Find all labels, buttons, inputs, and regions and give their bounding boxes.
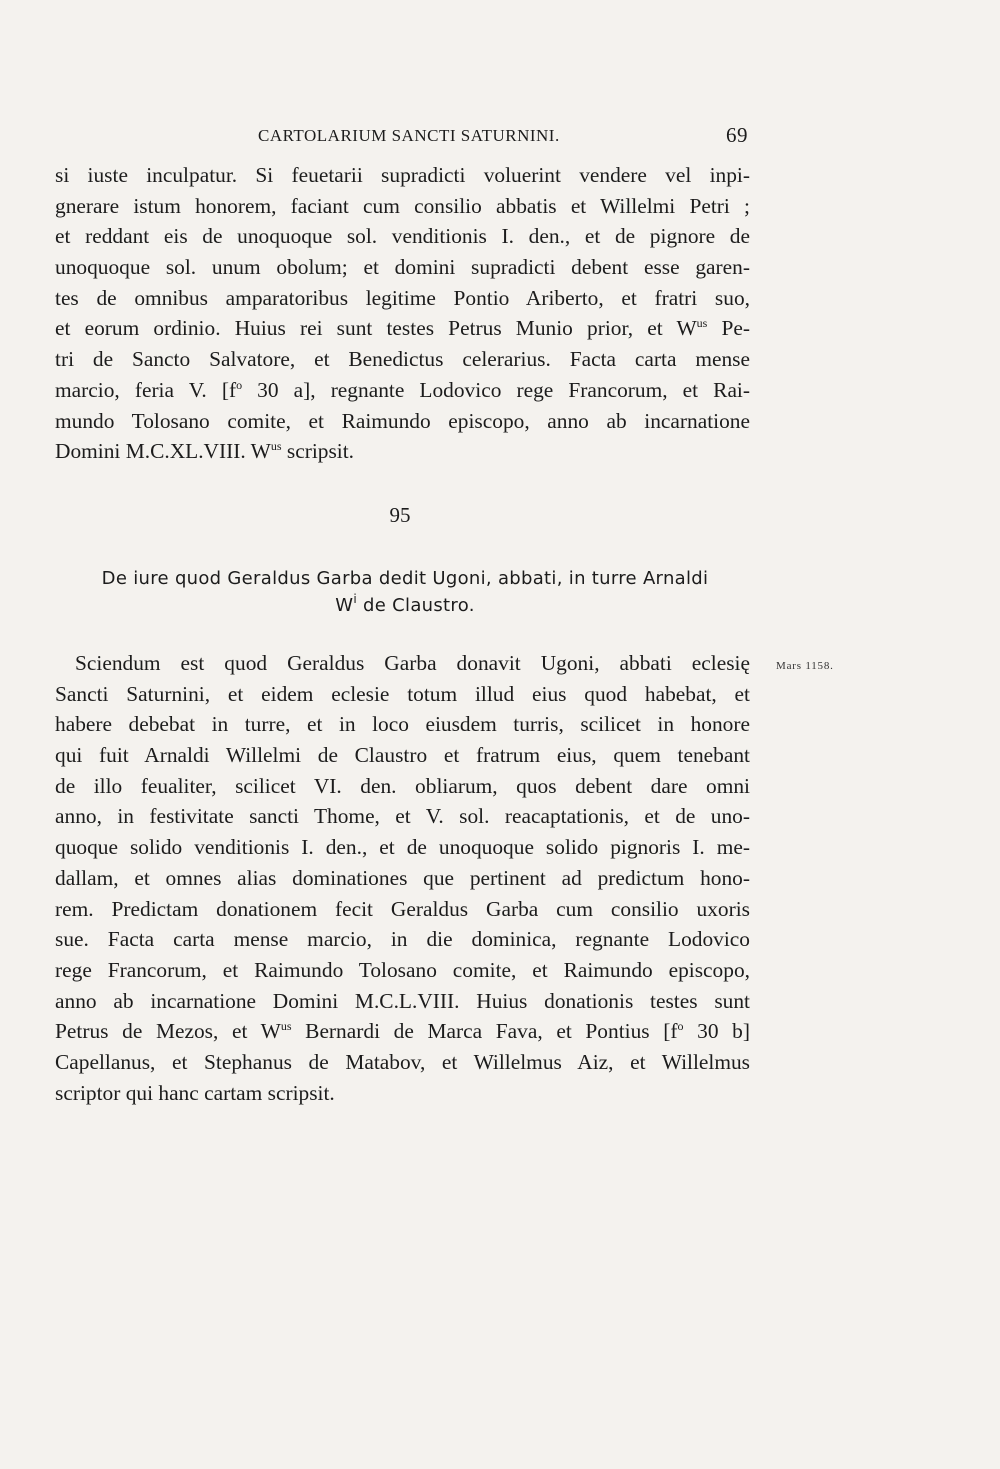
- text-line: Capellanus, et Stephanus de Matabov, et Willelmus Aiz, et Willelmus: [55, 1049, 750, 1074]
- heading-segment: W: [335, 595, 354, 616]
- text-line: sue. Facta carta mense marcio, in die dominica, regnante Lodovico: [55, 927, 750, 952]
- running-head-title: CARTOLARIUM SANCTI SATURNINI.: [258, 126, 560, 145]
- text-line: anno ab incarnatione Domini M.C.L.VIII. Huius donationis testes sunt: [55, 988, 750, 1013]
- text-line: et reddant eis de unoquoque sol. venditionis I. den., et de pignore de: [55, 224, 750, 249]
- text-line: de illo feualiter, scilicet VI. den. obliarum, quos debent dare omni: [55, 773, 750, 798]
- superscript: i: [353, 592, 358, 606]
- margin-date-note: Mars 1158.: [776, 660, 834, 672]
- text-segment: et eorum ordinio. Huius rei sunt testes Petrus Munio prior, et W: [55, 316, 697, 341]
- text-line: si iuste inculpatur. Si feuetarii supradicti voluerint vendere vel inpi-: [55, 163, 750, 187]
- text-segment: Petrus de Mezos, et W: [55, 1019, 281, 1044]
- text-line: tes de omnibus amparatoribus legitime Pontio Ariberto, et fratri suo,: [55, 285, 750, 310]
- text-line: scriptor qui hanc cartam scripsit.: [55, 1080, 335, 1105]
- text-line: tri de Sancto Salvatore, et Benedictus celerarius. Facta carta mense: [55, 347, 750, 372]
- text-segment: Pe-: [707, 316, 750, 341]
- text-line: rem. Predictam donationem fecit Geraldus Garba cum consilio uxoris: [55, 896, 750, 921]
- text-line: dallam, et omnes alias dominationes que pertinent ad predictum hono-: [55, 865, 750, 890]
- text-segment: marcio, feria V. [f: [55, 377, 237, 402]
- superscript: us: [696, 316, 708, 331]
- continued-charter-text: [55, 160, 750, 467]
- charter-text: [55, 648, 750, 1108]
- text-line: habere debebat in turre, et in loco eiusdem turris, scilicet in honore: [55, 712, 750, 737]
- text-segment: Domini M.C.XL.VIII. W: [55, 439, 271, 464]
- text-line: [55, 436, 750, 467]
- heading-line: [60, 592, 750, 619]
- superscript: o: [677, 1019, 684, 1034]
- text-line: gnerare istum honorem, faciant cum consilio abbatis et Willelmi Petri ;: [55, 193, 750, 218]
- heading-line: De iure quod Geraldus Garba dedit Ugoni, abbati, in turre Arnaldi: [101, 568, 709, 589]
- text-line: rege Francorum, et Raimundo Tolosano comite, et Raimundo episcopo,: [55, 957, 750, 982]
- running-head: [258, 123, 748, 150]
- text-line: quoque solido venditionis I. den., et de unoquoque solido pignoris I. me-: [55, 835, 750, 860]
- text-line: [55, 375, 750, 406]
- page-number: 69: [726, 123, 748, 147]
- heading-segment: de Claustro.: [357, 595, 475, 616]
- text-line: [55, 1016, 750, 1047]
- text-line: qui fuit Arnaldi Willelmi de Claustro et fratrum eius, quem tenebant: [55, 743, 750, 768]
- text-line: Sancti Saturnini, et eidem eclesie totum illud eius quod habebat, et: [55, 681, 750, 706]
- document-heading: [60, 565, 750, 619]
- text-segment: 30 b]: [683, 1019, 750, 1044]
- text-segment: scripsit.: [281, 439, 355, 464]
- text-line: [55, 313, 750, 344]
- text-segment: Bernardi de Marca Fava, et Pontius [f: [291, 1019, 678, 1044]
- text-line: Sciendum est quod Geraldus Garba donavit Ugoni, abbati eclesię: [75, 651, 750, 675]
- superscript: o: [236, 377, 243, 392]
- text-segment: 30 a], regnante Lodovico rege Francorum, et Rai-: [242, 377, 750, 402]
- text-line: anno, in festivitate sancti Thome, et V. sol. reacaptationis, et de uno-: [55, 804, 750, 829]
- text-line: unoquoque sol. unum obolum; et domini supradicti debent esse garen-: [55, 255, 750, 280]
- text-line: mundo Tolosano comite, et Raimundo episcopo, anno ab incarnatione: [55, 408, 750, 433]
- superscript: us: [280, 1019, 292, 1034]
- document-number: 95: [389, 503, 411, 527]
- superscript: us: [270, 439, 282, 454]
